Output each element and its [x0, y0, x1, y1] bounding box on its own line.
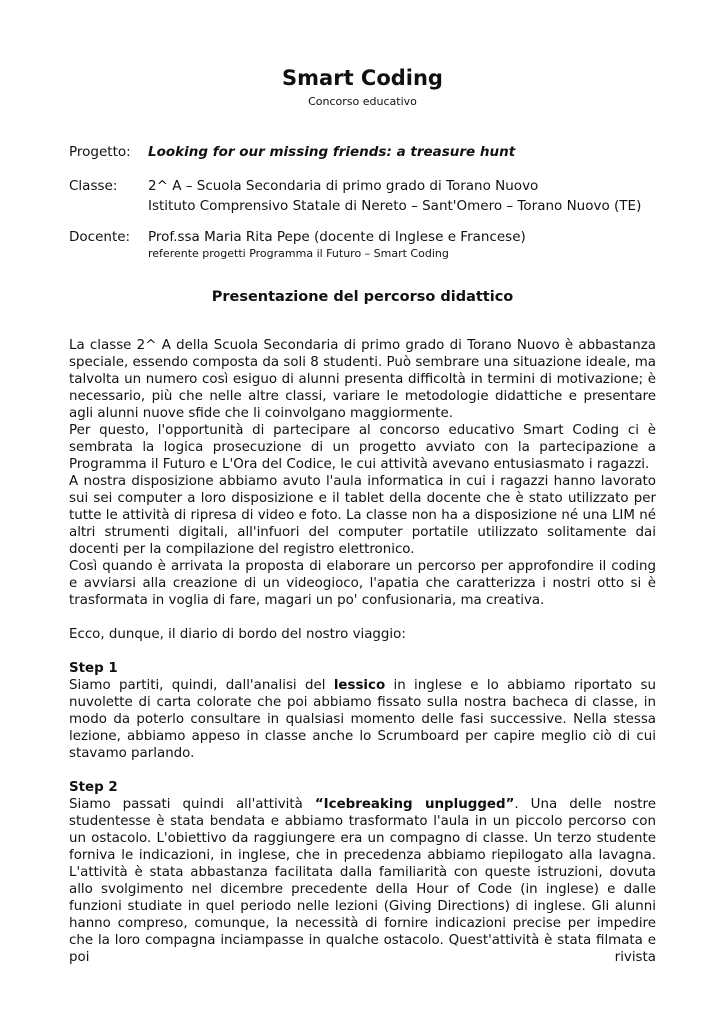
step2-heading: Step 2	[69, 780, 118, 795]
classe-line2: Istituto Comprensivo Statale di Nereto – Sant'Omero – Torano Nuovo (TE)	[148, 198, 642, 214]
intro-paragraph-2: Per questo, l'opportunità di partecipare al concorso educativo Smart Coding ci è sembrata la logica prosecuzione di un progetto avviato con la partecipazione a Programma il Futuro e L'Ora del Codice, le cui attività avevano entusiasmato i ragazzi.	[69, 423, 656, 472]
step2-text-bold: “Icebreaking unplugged”	[314, 797, 515, 812]
spacer	[69, 609, 656, 626]
classe-line1: 2^ A – Scuola Secondaria di primo grado di Torano Nuovo	[148, 178, 539, 194]
docente-line2: referente progetti Programma il Futuro – Smart Coding	[148, 247, 449, 260]
document-subtitle: Concorso educativo	[308, 95, 417, 108]
spacer	[69, 643, 656, 660]
spacer	[69, 762, 656, 779]
intro-paragraph-1: La classe 2^ A della Scuola Secondaria di primo grado di Torano Nuovo è abbastanza speciale, essendo composta da soli 8 studenti. Può sembrare una situazione ideale, ma talvolta un numero così esiguo di alunni presenta difficoltà in termini di motivazione; è necessario, più che nelle altre classi, variare le metodologie didattiche e presentare agli alunni nuove sfide che li coinvolgano maggiormente.	[69, 338, 656, 421]
classe-label: Classe:	[69, 178, 118, 194]
intro-paragraph-4: Così quando è arrivata la proposta di elaborare un percorso per approfondire il coding e avviarsi alla creazione di un videogioco, l'apatia che caratterizza i nostri otto si è trasformata in voglia di fare, magari un po' confusionaria, ma creativa.	[69, 559, 656, 608]
step1-paragraph	[69, 677, 656, 762]
step2-text-a: Siamo passati quindi all'attività	[69, 797, 315, 812]
body-text	[69, 337, 656, 966]
step1-text-bold: lessico	[333, 678, 386, 693]
progetto-label: Progetto:	[69, 144, 131, 160]
diary-intro: Ecco, dunque, il diario di bordo del nostro viaggio:	[69, 627, 406, 642]
progetto-value: Looking for our missing friends: a treasure hunt	[148, 144, 516, 160]
intro-paragraph-3: A nostra disposizione abbiamo avuto l'aula informatica in cui i ragazzi hanno lavorato sui sei computer a loro disposizione e il tablet della docente che è stato utilizzato per tutte le attività di ripresa di video e foto. La classe non ha a disposizione né una LIM né altri strumenti digitali, all'infuori del computer portatile utilizzato solitamente dai docenti per la compilazione del registro elettronico.	[69, 474, 656, 557]
docente-line1: Prof.ssa Maria Rita Pepe (docente di Inglese e Francese)	[148, 229, 526, 245]
section-title: Presentazione del percorso didattico	[211, 289, 514, 305]
document-title: Smart Coding	[282, 66, 443, 90]
docente-label: Docente:	[69, 229, 131, 245]
step2-text-b: . Una delle nostre studentesse è stata bendata e abbiamo trasformato l'aula in un piccolo percorso con un ostacolo. L'obiettivo da raggiungere era un compagno di classe. Un terzo studente forniva le indicazioni, in inglese, che in precedenza abbiamo riepilogato alla lavagna. L'attività è stata abbastanza facilitata dalla familiarità con queste istruzioni, dovuta allo svolgimento nel dicembre precedente della Hour of Code (in inglese) e dalle funzioni studiate in quel periodo nelle lezioni (Giving Directions) di inglese. Gli alunni hanno compreso, comunque, la necessità di fornire indicazioni precise per impedire che la loro compagna inciampasse in qualche ostacolo. Quest'attività è stata filmata e poi rivista	[69, 797, 656, 965]
step1-text-a: Siamo partiti, quindi, dall'analisi del	[69, 678, 334, 693]
step2-paragraph	[69, 796, 656, 966]
step1-text-b: in inglese e lo abbiamo riportato su nuvolette di carta colorate che poi abbiamo fissato sulla nostra bacheca di classe, in modo da poterlo consultare in qualsiasi momento delle fasi successive. Nella stessa lezione, abbiamo appeso in classe anche lo Scrumboard per capire meglio ciò di cui stavamo parlando.	[69, 678, 656, 761]
step1-heading: Step 1	[69, 661, 118, 676]
